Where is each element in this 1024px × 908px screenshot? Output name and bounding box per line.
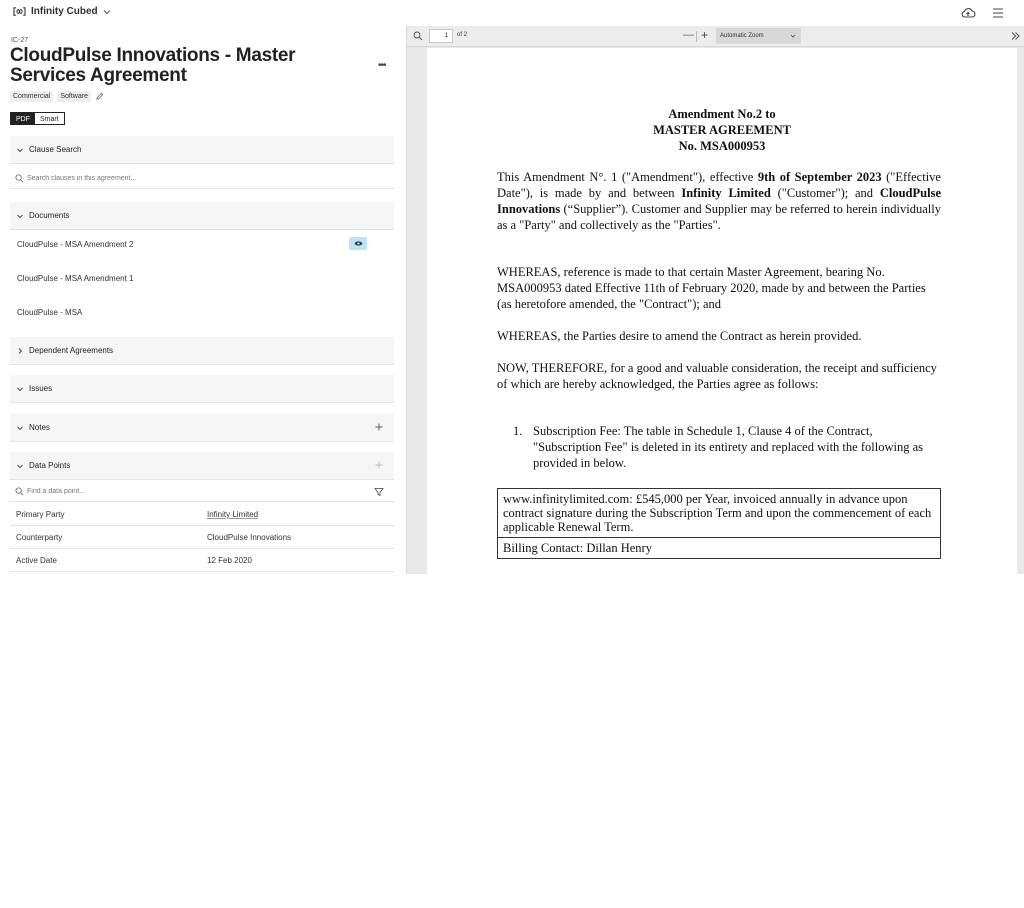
clause-search-row bbox=[10, 169, 394, 189]
table-cell: Billing Contact: Dillan Henry bbox=[498, 538, 940, 559]
list-number: 1. bbox=[513, 424, 523, 438]
section-dependent-agreements[interactable] bbox=[10, 337, 394, 365]
chevron-right-icon bbox=[16, 347, 24, 355]
pdf-viewer bbox=[406, 26, 1024, 574]
double-chevron-right-icon[interactable] bbox=[1009, 30, 1021, 42]
section-label: Notes bbox=[29, 423, 50, 432]
edit-pencil-icon[interactable] bbox=[95, 92, 104, 101]
brand-name: Infinity Cubed bbox=[31, 6, 98, 17]
filter-funnel-icon[interactable] bbox=[374, 487, 384, 497]
data-point-key: Primary Party bbox=[16, 510, 65, 519]
clause-search-input[interactable] bbox=[27, 175, 347, 182]
search-icon bbox=[15, 174, 24, 183]
contract-panel bbox=[0, 26, 406, 574]
pdf-page bbox=[427, 48, 1017, 574]
search-icon bbox=[15, 487, 24, 496]
smart-view-button[interactable]: Smart bbox=[35, 113, 64, 124]
heading-line: No. MSA000953 bbox=[678, 139, 766, 153]
tag-commercial[interactable]: Commercial bbox=[10, 91, 53, 102]
data-point-value[interactable]: Infinity Limited bbox=[207, 510, 259, 519]
section-label: Documents bbox=[29, 211, 70, 220]
section-label: Data Points bbox=[29, 461, 71, 470]
amendment-heading bbox=[427, 106, 1017, 154]
chevron-down-icon bbox=[16, 146, 24, 154]
cloud-upload-icon[interactable] bbox=[960, 5, 976, 21]
document-item-amendment-1[interactable]: CloudPulse - MSA Amendment 1 bbox=[17, 274, 134, 283]
section-documents[interactable] bbox=[10, 202, 394, 230]
contract-id: IC-27 bbox=[11, 37, 29, 44]
table-row[interactable] bbox=[10, 549, 394, 572]
party-supplier: CloudPulse Innovations bbox=[497, 186, 941, 216]
workspace-switcher[interactable] bbox=[13, 6, 111, 17]
paragraph-now-therefore: NOW, THEREFORE, for a good and valuable consideration, the receipt and sufficiency of which are hereby acknowledged, the Parties agree as follows: bbox=[497, 360, 941, 908]
add-note-plus-icon[interactable] bbox=[374, 422, 384, 432]
data-point-value: 12 Feb 2020 bbox=[207, 556, 252, 565]
text-run: ("Effective Date"), is made by and between bbox=[497, 170, 941, 200]
document-item-amendment-2[interactable]: CloudPulse - MSA Amendment 2 bbox=[17, 240, 134, 249]
add-data-point-plus-icon[interactable] bbox=[374, 460, 384, 470]
table-cell: www.infinitylimited.com: £545,000 per Year, invoiced annually in advance upon contract signature during the Subscription Term and upon the commencement of each applicable Renewal Term. bbox=[498, 489, 940, 538]
chevron-down-icon bbox=[16, 385, 24, 393]
text-run: This Amendment N°. 1 ("Amendment"), effective bbox=[497, 170, 758, 184]
section-label: Dependent Agreements bbox=[29, 346, 114, 355]
data-point-key: Counterparty bbox=[16, 533, 63, 542]
section-data-points[interactable] bbox=[10, 452, 394, 480]
page-title: CloudPulse Innovations - Master Services Agreement bbox=[10, 45, 296, 86]
table-row[interactable] bbox=[10, 503, 394, 526]
hamburger-menu-icon[interactable] bbox=[990, 5, 1006, 21]
search-icon[interactable] bbox=[413, 31, 423, 41]
paragraph-parties bbox=[497, 169, 941, 233]
text-run: (“Supplier”). Customer and Supplier may be referred to herein individually as a "Party" and collectively as the "Parties". bbox=[497, 202, 941, 232]
tag-list bbox=[10, 91, 104, 102]
paragraph-whereas-2: WHEREAS, the Parties desire to amend the Contract as herein provided. bbox=[497, 328, 941, 876]
list-text: Subscription Fee: The table in Schedule 1, Clause 4 of the Contract, "Subscription Fee" is deleted in its entirety and replaced with the following as provided in below. bbox=[533, 424, 923, 470]
heading-line: Amendment No.2 to bbox=[668, 107, 776, 121]
effective-date: 9th of September 2023 bbox=[757, 170, 882, 184]
chevron-down-icon bbox=[103, 8, 111, 16]
more-options-icon[interactable]: ••• bbox=[378, 60, 386, 71]
fee-table bbox=[497, 488, 941, 559]
section-notes[interactable] bbox=[10, 414, 394, 442]
infinity-logo-icon bbox=[13, 6, 26, 17]
section-clause-search[interactable] bbox=[10, 136, 394, 164]
section-issues[interactable] bbox=[10, 375, 394, 403]
chevron-down-icon bbox=[16, 212, 24, 220]
section-label: Issues bbox=[29, 384, 53, 393]
paragraph-whereas-1: WHEREAS, reference is made to that certain Master Agreement, bearing No. MSA000953 dated Effective 11th of February 2020, made by and between the Parties (as heretofore amended, the "Contract"); and bbox=[497, 264, 941, 812]
data-point-search-input[interactable] bbox=[27, 488, 347, 495]
data-point-search-row bbox=[10, 482, 394, 502]
tag-software[interactable]: Software bbox=[57, 91, 91, 102]
page-count: of 2 bbox=[457, 32, 468, 38]
pdf-view-button[interactable]: PDF bbox=[11, 113, 35, 124]
section-label: Clause Search bbox=[29, 145, 82, 154]
page-number-input[interactable]: 1 bbox=[429, 29, 453, 43]
chevron-down-icon bbox=[16, 462, 24, 470]
heading-line: MASTER AGREEMENT bbox=[653, 123, 791, 137]
data-point-value: CloudPulse Innovations bbox=[207, 533, 292, 542]
divider bbox=[696, 31, 697, 42]
zoom-select[interactable] bbox=[716, 28, 801, 44]
zoom-select-value: Automatic Zoom bbox=[720, 33, 764, 39]
pdf-toolbar bbox=[407, 26, 1024, 47]
table-row[interactable] bbox=[10, 526, 394, 549]
top-bar bbox=[0, 0, 1024, 26]
data-point-key: Active Date bbox=[16, 556, 57, 565]
chevron-down-icon bbox=[16, 424, 24, 432]
zoom-out-button[interactable]: — bbox=[683, 29, 694, 41]
viewing-badge[interactable] bbox=[349, 237, 367, 250]
eye-icon bbox=[354, 240, 363, 247]
text-run: ("Customer"); and bbox=[770, 186, 880, 200]
document-item-msa[interactable]: CloudPulse - MSA bbox=[17, 308, 83, 317]
party-customer: Infinity Limited bbox=[681, 186, 771, 200]
chevron-down-icon bbox=[790, 33, 796, 39]
zoom-in-button[interactable]: + bbox=[701, 28, 709, 42]
view-toggle bbox=[10, 112, 65, 125]
